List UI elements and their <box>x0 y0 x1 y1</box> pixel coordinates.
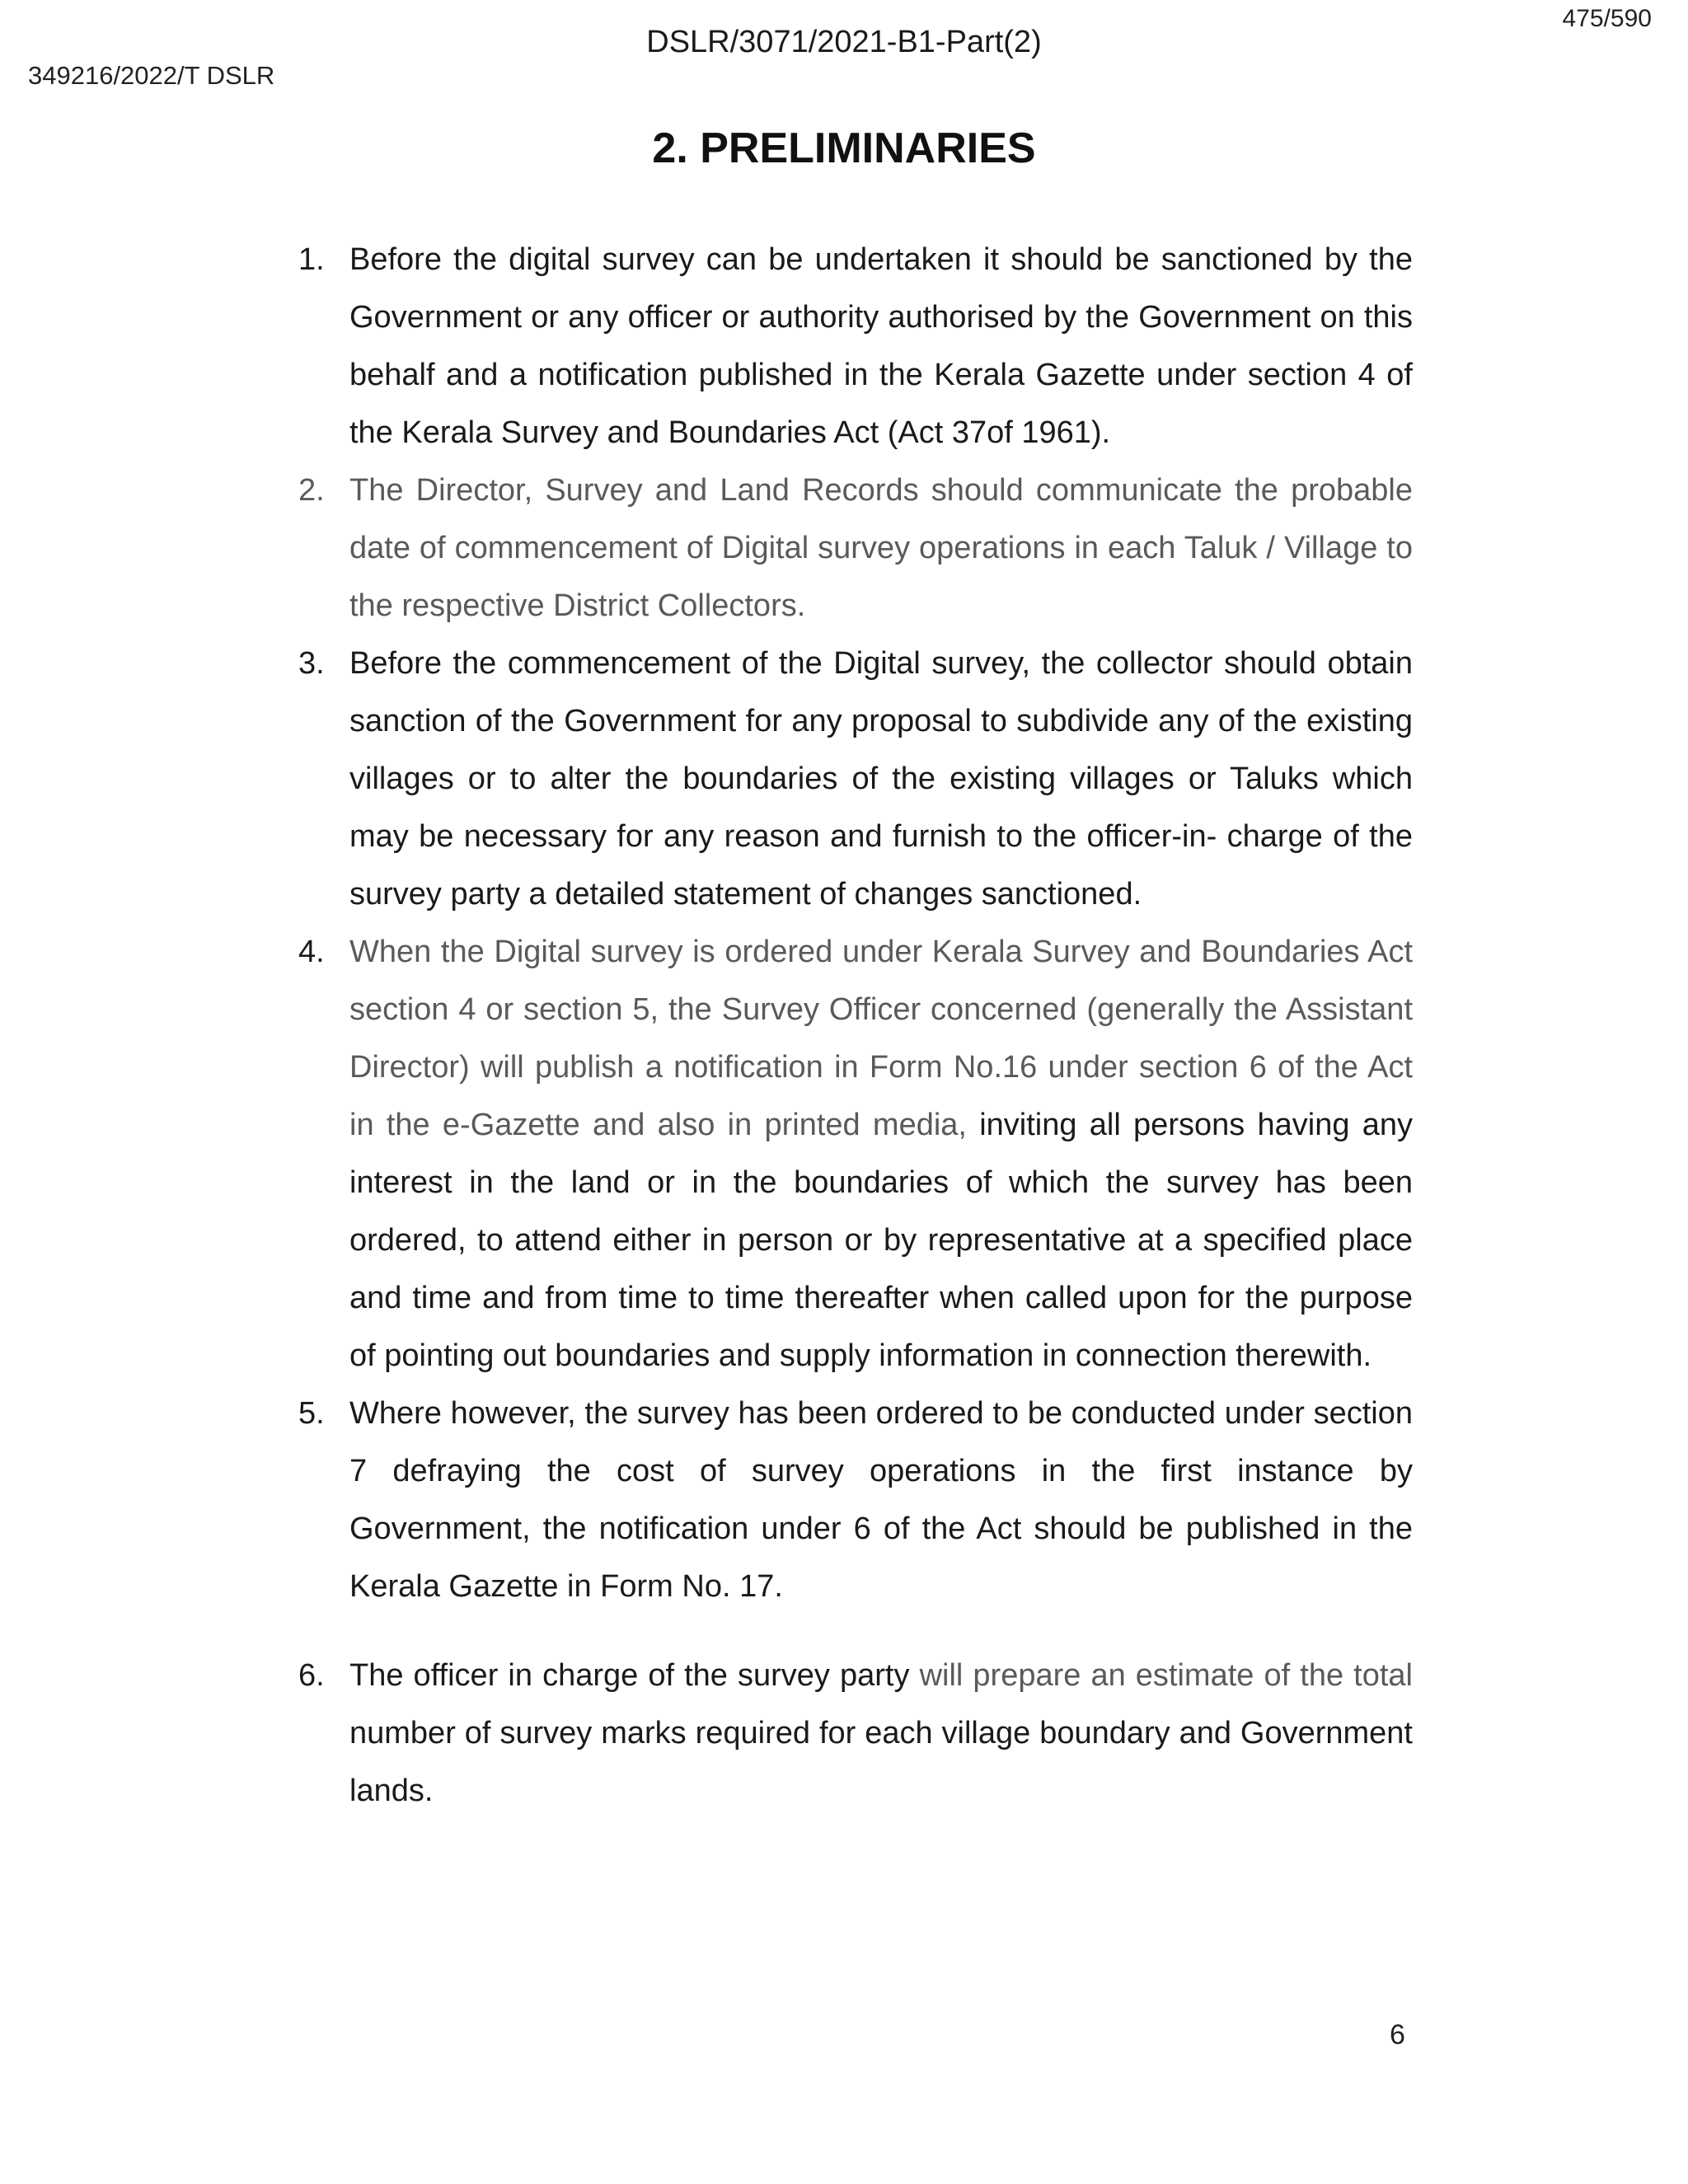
list-item-3 <box>298 635 1413 923</box>
item-text-gray-part: will prepare an estimate of the total <box>919 1658 1413 1693</box>
item-text: The Director, Survey and Land Records should communicate the probable date of commencement of Digital survey operations in each Taluk / Village to the respective District Collectors. <box>349 473 1413 623</box>
preliminaries-list <box>298 231 1413 1820</box>
item-text-dark-part: number of survey marks required for each village boundary and Government lands. <box>349 1716 1413 1808</box>
document-reference: DSLR/3071/2021-B1-Part(2) <box>646 25 1042 59</box>
page-number: 6 <box>1390 2019 1405 2050</box>
list-item-6 <box>298 1647 1413 1820</box>
page-counter: 475/590 <box>1562 5 1652 32</box>
item-number: 4. <box>298 935 325 969</box>
item-text: Before the commencement of the Digital survey, the collector should obtain sanction of the Government for any proposal to subdivide any of the existing villages or to alter the boundaries of the existing villages or Taluks which may be necessary for any reason and furnish to the officer-in- charge of the survey party a detailed statement of changes sanctioned. <box>349 646 1413 912</box>
item-number: 2. <box>298 473 325 508</box>
list-item-4 <box>298 923 1413 1385</box>
item-number: 5. <box>298 1396 325 1431</box>
item-text-dark-part: The officer in charge of the survey party <box>349 1658 920 1693</box>
item-number: 6. <box>298 1658 325 1693</box>
section-title: 2. PRELIMINARIES <box>652 124 1036 172</box>
item-number: 3. <box>298 646 325 681</box>
item-number: 1. <box>298 242 325 277</box>
item-text: Where however, the survey has been ordered to be conducted under section 7 defraying the cost of survey operations in the first instance by Government, the notification under 6 of the Act should be published in the Kerala Gazette in Form No. 17. <box>349 1396 1413 1604</box>
item-text-gray-part: When the Digital survey is ordered under Kerala Survey and Boundaries Act section 4 or section 5, the Survey Officer concerned (generally the Assistant Director) will publish a notification in Form No.16 under section 6 of the Act in the e-Gazette and also in printed media, <box>349 935 1413 1142</box>
list-item-2 <box>298 462 1413 635</box>
item-text <box>349 923 1413 1385</box>
file-reference: 349216/2022/T DSLR <box>28 61 275 90</box>
list-item-1 <box>298 231 1413 462</box>
item-text-dark-part: inviting all persons having any interest in the land or in the boundaries of which the survey has been ordered, to attend either in person or by representative at a specified place and time and from time to time thereafter when called upon for the purpose of pointing out boundaries and supply information in connection therewith. <box>349 1108 1413 1373</box>
item-text <box>349 1647 1413 1820</box>
list-item-5 <box>298 1385 1413 1615</box>
item-text: Before the digital survey can be undertaken it should be sanctioned by the Government or any officer or authority authorised by the Government on this behalf and a notification published in the Kerala Gazette under section 4 of the Kerala Survey and Boundaries Act (Act 37of 1961). <box>349 242 1413 450</box>
